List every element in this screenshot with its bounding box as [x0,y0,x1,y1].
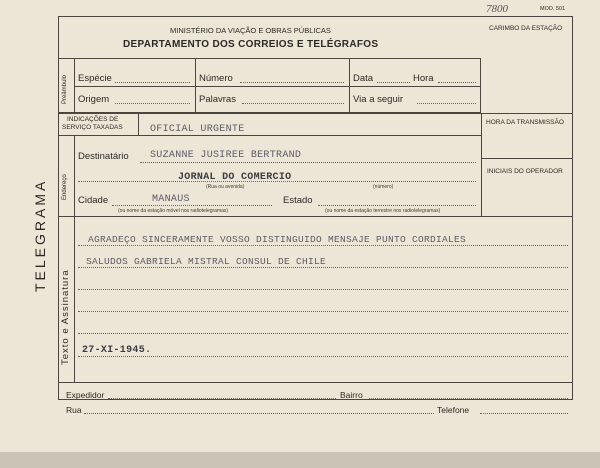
especie-field [115,82,190,83]
message-date: 27-XI-1945. [82,345,152,356]
cidade-field [112,205,272,206]
stamp-label: CARIMBO DA ESTAÇÃO [489,25,563,32]
paper-bottom-edge [0,452,600,468]
via-field [417,103,476,104]
via-label: Via a seguir [353,94,403,105]
iniciais-operador-label: INICIAIS DO OPERADOR [487,168,563,175]
model-number: MOD. 501 [540,6,566,12]
telefone-label: Telefone [437,405,470,415]
handwritten-number: 7800 [486,3,508,15]
numero-hint: (número) [373,184,394,190]
address-line-typed: JORNAL DO COMERCIO [178,172,292,183]
estado-label: Estado [283,195,313,206]
cidade-hint: (ou nome da estação móvel nos radiotelegramas) [118,208,229,214]
endereco-label: Endereço [62,174,68,200]
ministry-title: MINISTÉRIO DA VIAÇÃO E OBRAS PÚBLICAS [170,26,331,35]
estado-hint: (ou nome da estação terrestre nos radiotelegramas) [325,208,441,214]
servico-label-line1: INDICAÇÕES DE [67,116,119,123]
servico-typed: OFICIAL URGENTE [150,124,245,135]
palavras-field [242,103,344,104]
destinatario-label: Destinatário [78,151,129,162]
cidade-label: Cidade [78,195,109,206]
rua-label: Rua [66,405,82,415]
expedidor-field [108,398,336,399]
especie-label: Espécie [78,73,112,84]
cidade-typed: MANAUS [152,194,190,205]
preambulo-label: Preâmbulo [62,74,68,104]
numero-label: Número [199,73,233,84]
hora-field [438,82,476,83]
data-label: Data [353,73,374,84]
telegrama-side-title: TELEGRAMA [32,178,48,292]
estado-field [318,205,476,206]
origem-label: Origem [78,94,110,105]
rua-field [84,413,434,414]
telefone-field [480,413,568,414]
message-line-1: AGRADEÇO SINCERAMENTE VOSSO DISTINGUIDO MENSAJE PUNTO CORDIALES [88,234,467,245]
destinatario-typed: SUZANNE JUSIREE BERTRAND [150,150,302,161]
message-line-2: SALUDOS GABRIELA MISTRAL CONSUL DE CHILE [86,256,327,267]
expedidor-label: Expedidor [66,390,105,400]
texto-assinatura-label: Texto e Assinatura [60,269,71,365]
bairro-label: Bairro [340,390,363,400]
servico-label-line2: SERVIÇO TAXADAS [62,124,123,131]
origem-field [115,103,190,104]
destinatario-field [140,162,476,163]
palavras-label: Palavras [199,94,236,105]
hora-label: Hora [413,73,434,84]
department-title: DEPARTAMENTO DOS CORREIOS E TELÉGRAFOS [123,39,379,50]
rua-hint: (Rua ou avenida) [206,184,245,190]
hora-transmissao-label: HORA DA TRANSMISSÃO [486,119,564,126]
numero-field [240,82,344,83]
bairro-field [369,398,568,399]
data-field [377,82,410,83]
